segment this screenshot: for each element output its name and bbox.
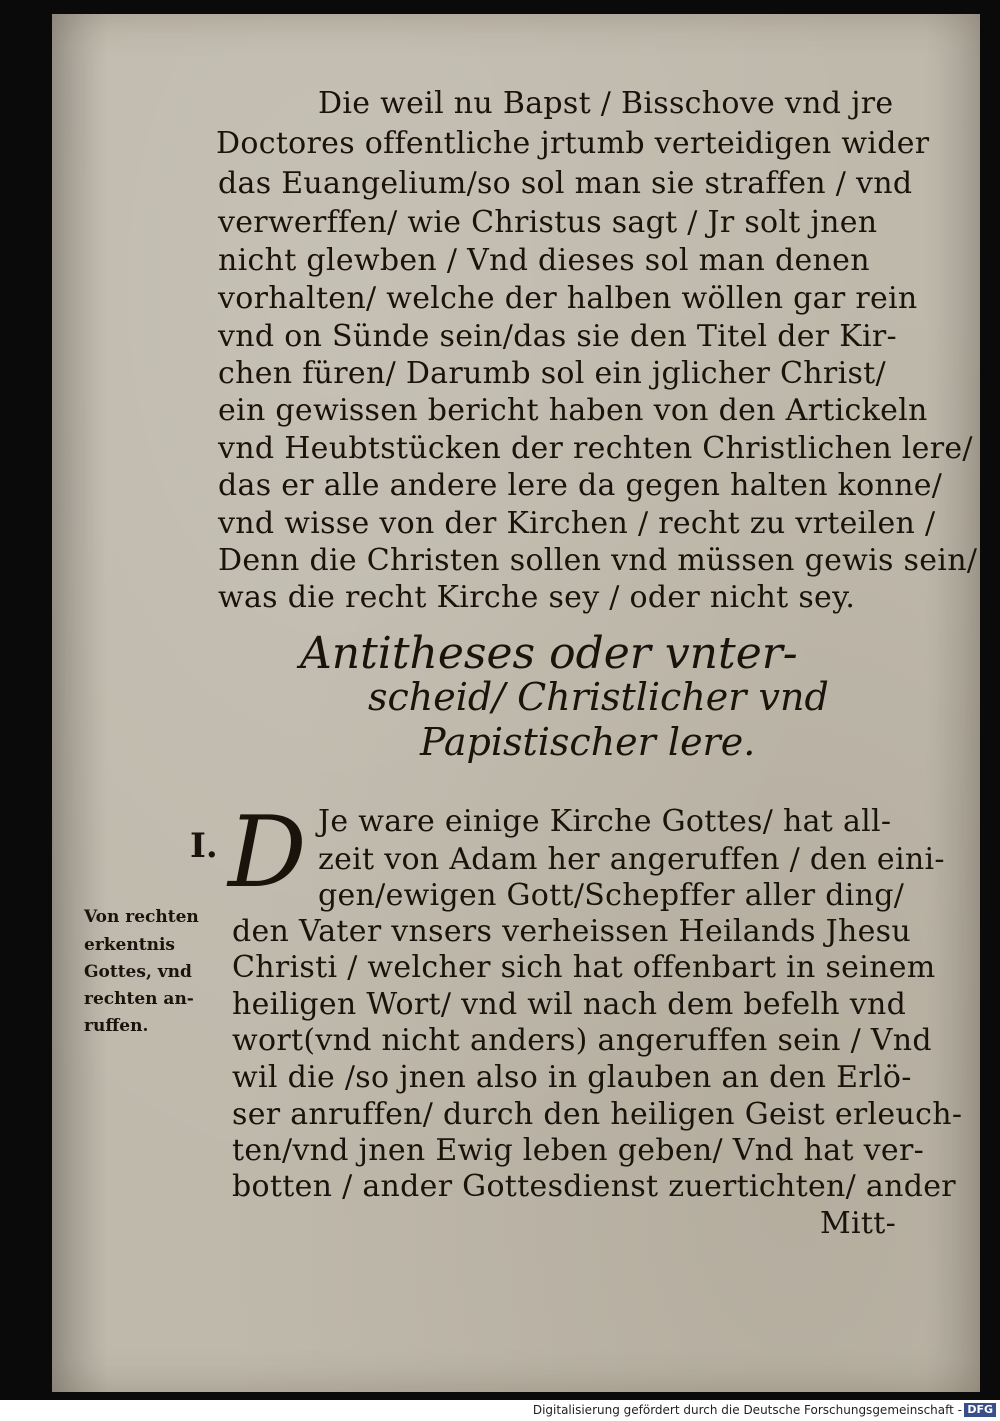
body-line: vnd Heubtstücken der rechten Christlichen lere/	[218, 431, 973, 466]
body-line: botten / ander Gottesdienst zuertichten/ ander	[232, 1169, 956, 1204]
body-line: den Vater vnsers verheissen Heilands Jhesu	[232, 914, 911, 949]
margin-note-line: ruffen.	[84, 1016, 149, 1036]
body-line: ein gewissen bericht haben von den Artickeln	[218, 393, 928, 428]
body-line: ten/vnd jnen Ewig leben geben/ Vnd hat ver-	[232, 1133, 925, 1168]
body-line: Je ware einige Kirche Gottes/ hat all-	[318, 804, 892, 839]
body-line: wort(vnd nicht anders) angeruffen sein / Vnd	[232, 1023, 932, 1058]
footer-bar	[0, 1400, 1000, 1421]
section-heading-line-3: Papistischer lere.	[420, 720, 756, 764]
section-numeral: I.	[190, 826, 218, 866]
body-line: vnd wisse von der Kirchen / recht zu vrteilen /	[218, 506, 936, 541]
drop-initial: D	[228, 796, 307, 910]
body-line: ser anruffen/ durch den heiligen Geist erleuch-	[232, 1097, 963, 1132]
section-heading-line-1: Antitheses oder vnter-	[300, 628, 798, 679]
body-line: vorhalten/ welche der halben wöllen gar rein	[218, 281, 918, 316]
body-line: Denn die Christen sollen vnd müssen gewis sein/	[218, 543, 978, 578]
section-heading-line-2: scheid/ Christlicher vnd	[368, 675, 829, 719]
margin-note-line: rechten an-	[84, 989, 194, 1009]
body-line: wil die /so jnen also in glauben an den Erlö-	[232, 1060, 912, 1095]
body-line: nicht glewben / Vnd dieses sol man denen	[218, 243, 870, 278]
body-line: vnd on Sünde sein/das sie den Titel der Kir-	[218, 319, 897, 354]
margin-note-line: Gottes, vnd	[84, 962, 192, 982]
margin-note-line: Von rechten	[84, 907, 199, 927]
body-line: das er alle andere lere da gegen halten konne/	[218, 468, 943, 503]
dfg-logo: DFG	[964, 1403, 996, 1417]
body-line: Die weil nu Bapst / Bisschove vnd jre	[318, 86, 894, 121]
body-line: das Euangelium/so sol man sie straffen / vnd	[218, 166, 913, 201]
footer-credit: Digitalisierung gefördert durch die Deutsche Forschungsgemeinschaft -	[532, 1403, 962, 1417]
body-line: Christi / welcher sich hat offenbart in seinem	[232, 950, 936, 985]
body-line: zeit von Adam her angeruffen / den eini-	[318, 842, 945, 877]
body-line: verwerffen/ wie Christus sagt / Jr solt jnen	[218, 205, 878, 240]
catchword: Mitt-	[820, 1206, 897, 1241]
margin-note-line: erkentnis	[84, 935, 175, 955]
body-line: was die recht Kirche sey / oder nicht sey.	[218, 580, 856, 615]
body-line: heiligen Wort/ vnd wil nach dem befelh vnd	[232, 987, 907, 1022]
body-line: gen/ewigen Gott/Schepffer aller ding/	[318, 878, 905, 913]
body-line: Doctores offentliche jrtumb verteidigen wider	[216, 126, 930, 161]
body-line: chen füren/ Darumb sol ein jglicher Christ/	[218, 356, 886, 391]
